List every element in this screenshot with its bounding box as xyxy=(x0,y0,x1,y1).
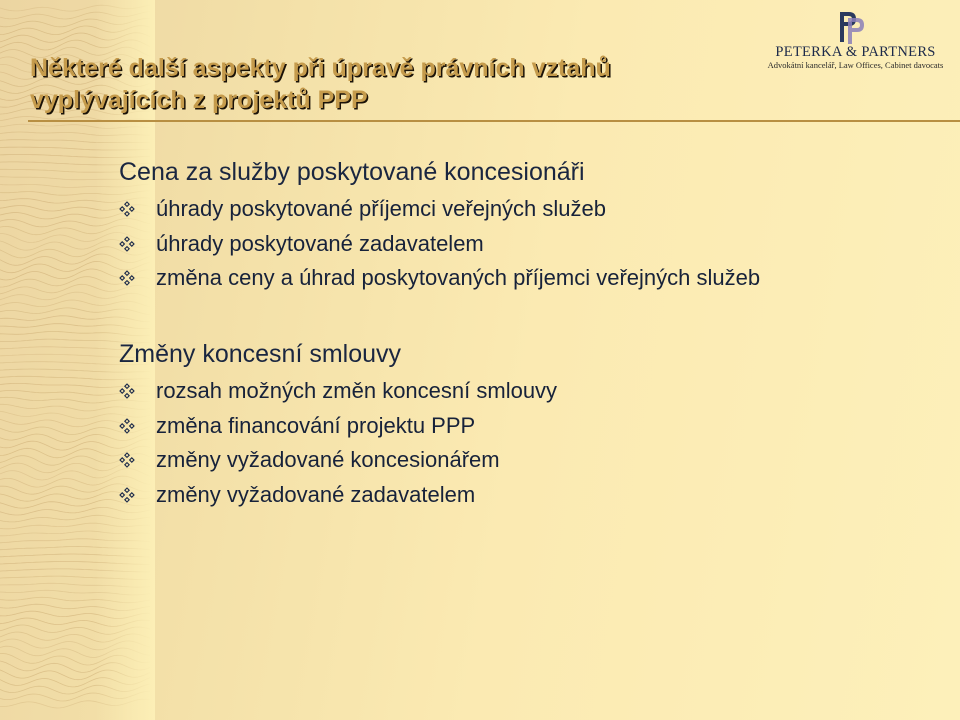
logo-company-name: PETERKA & PARTNERS xyxy=(775,44,936,60)
list-item xyxy=(119,263,760,298)
list-item-text: úhrady poskytované příjemci veřejných služeb xyxy=(156,196,607,221)
logo-company-subtitle: Advokátní kancelář, Law Offices, Cabinet davocats xyxy=(767,60,944,70)
diamond-bullet-icon xyxy=(119,383,135,399)
list-item xyxy=(119,480,557,515)
list-item-text: rozsah možných změn koncesní smlouvy xyxy=(156,378,558,403)
list-item-text: změny vyžadované zadavatelem xyxy=(156,481,476,507)
section-heading-price: Cena za služby poskytované koncesionáři xyxy=(119,158,585,186)
title-divider xyxy=(28,120,960,122)
bullet-list-changes xyxy=(119,376,557,514)
list-item xyxy=(119,445,557,480)
list-item xyxy=(119,411,557,446)
list-item xyxy=(119,229,760,264)
diamond-bullet-icon xyxy=(119,452,135,468)
slide-title-line-2: vyplývajících z projektů PPP xyxy=(30,86,368,114)
list-item-text: úhrady poskytované zadavatelem xyxy=(156,230,484,256)
diamond-bullet-icon xyxy=(119,270,135,286)
list-item-text: změna ceny a úhrad poskytovaných příjemci veřejných služeb xyxy=(156,265,761,290)
list-item-text: změna financování projektu PPP xyxy=(156,412,476,438)
list-item xyxy=(119,194,760,229)
diamond-bullet-icon xyxy=(119,236,135,252)
diamond-bullet-icon xyxy=(119,418,135,434)
diamond-bullet-icon xyxy=(119,487,135,503)
slide-title xyxy=(30,52,611,116)
bullet-list-price xyxy=(119,194,760,298)
list-item xyxy=(119,376,557,411)
slide-title-line-1: Některé další aspekty při úpravě právních vztahů xyxy=(30,54,611,82)
list-item-text: změny vyžadované koncesionářem xyxy=(156,447,500,472)
pp-monogram-icon xyxy=(836,10,866,44)
diamond-bullet-icon xyxy=(119,201,135,217)
section-heading-changes: Změny koncesní smlouvy xyxy=(119,340,402,368)
company-logo xyxy=(758,8,953,70)
